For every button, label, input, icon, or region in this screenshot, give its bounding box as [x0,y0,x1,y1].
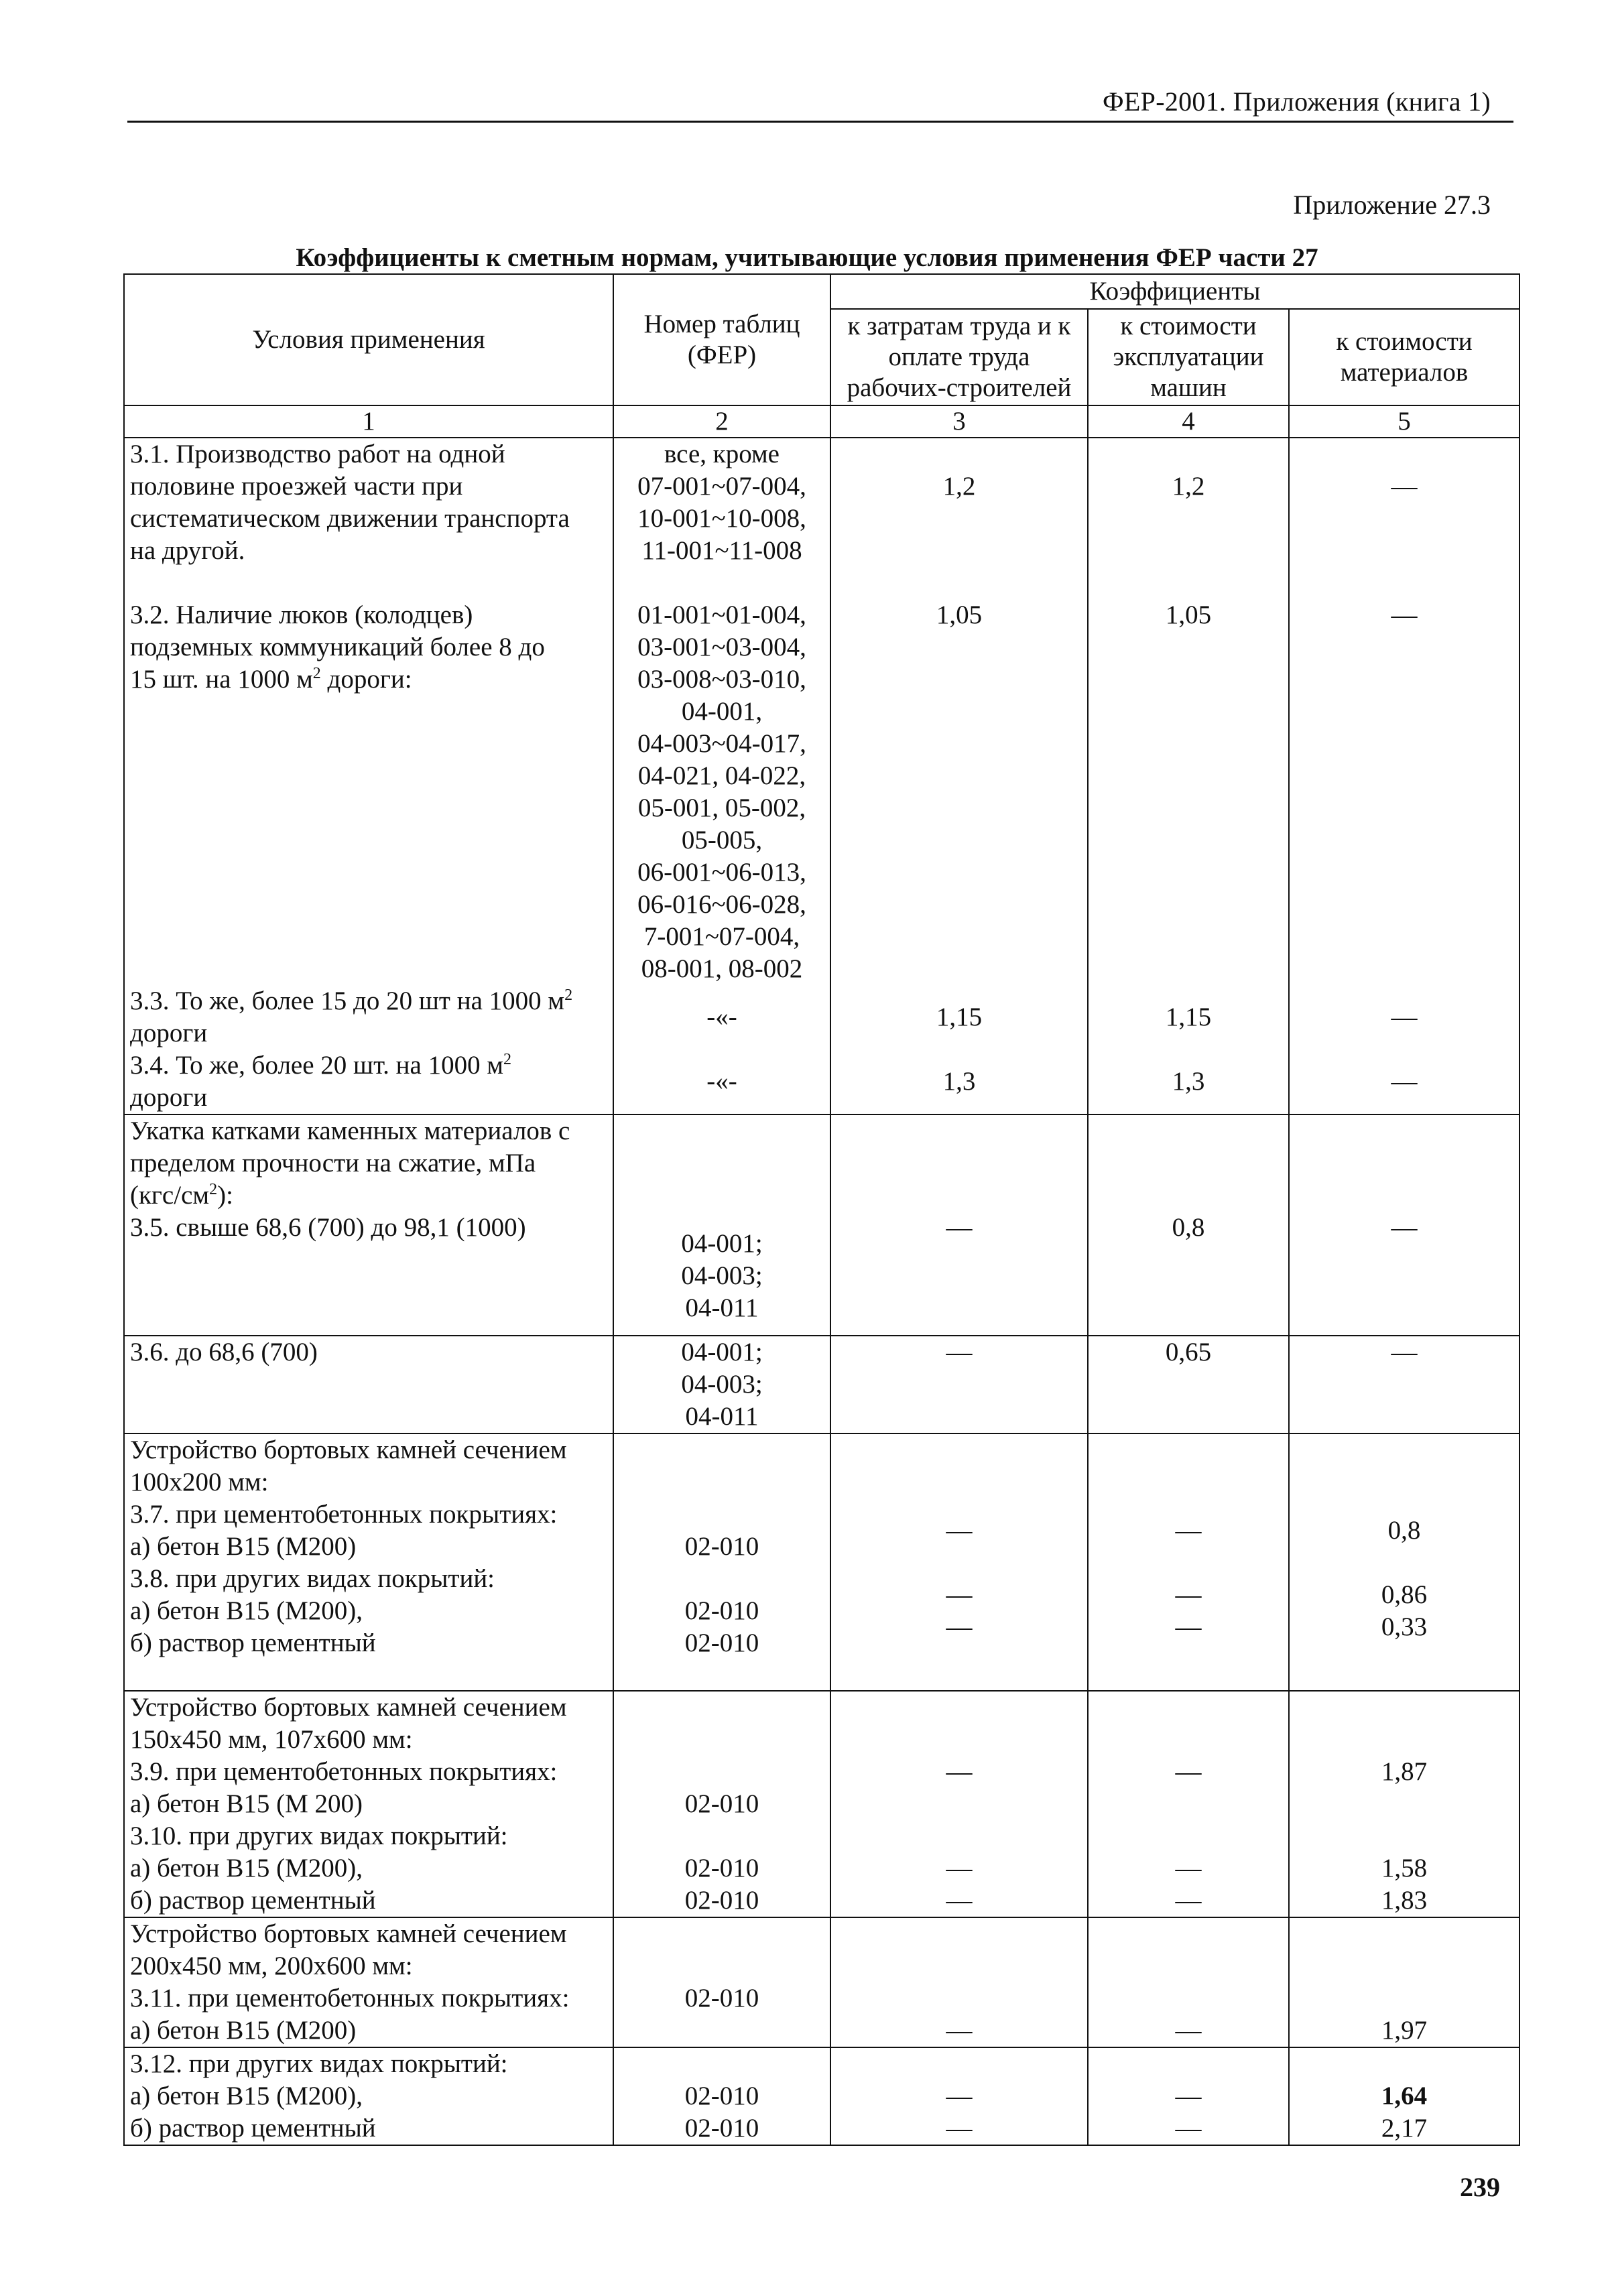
materials-coefficient: 1,97 [1289,1917,1519,2047]
condition-cell: 3.12. при других видах покрытий: а) бетон В15 (М200), б) раствор цементный [124,2047,613,2145]
machine-coefficient: — [1088,1917,1289,2047]
header-machines: к стоимости эксплуатации машин [1088,309,1289,405]
header-coefficients: Коэффициенты [830,274,1519,309]
tables-cell: 04-001; 04-003; 04-011 [613,1114,830,1336]
col-number: 2 [613,405,830,438]
materials-coefficient: — [1289,1114,1519,1336]
condition-cell: 3.6. до 68,6 (700) [124,1336,613,1433]
table-row [124,599,1519,985]
materials-coefficient: 1,64 2,17 [1289,2047,1519,2145]
col-number: 4 [1088,405,1289,438]
machine-coefficient: — — — [1088,1691,1289,1917]
table-title: Коэффициенты к сметным нормам, учитывающие условия применения ФЕР части 27 [296,243,1318,272]
tables-cell: -«- [613,1049,830,1114]
tables-cell: все, кроме 07-001~07-004, 10-001~10-008, 11-001~11-008 [613,438,830,567]
machine-coefficient: 1,3 [1088,1049,1289,1114]
machine-coefficient: — — — [1088,1433,1289,1691]
table-row [124,1917,1519,2047]
col-number: 3 [830,405,1088,438]
header-rule [127,121,1513,123]
table-row [124,1336,1519,1433]
table-row [124,438,1519,567]
table-row [124,2047,1519,2145]
materials-coefficient: 1,87 1,58 1,83 [1289,1691,1519,1917]
labor-coefficient: — — [830,2047,1088,2145]
table-row [124,1691,1519,1917]
condition-cell: Укатка катками каменных материалов с пределом прочности на сжатие, мПа $(кгс/см^2)$: 3.5. свыше 68,6 (700) до 98,1 (1000) [124,1114,613,1336]
materials-coefficient: — [1289,1049,1519,1114]
labor-coefficient: — — — [830,1691,1088,1917]
header-tables: Номер таблиц (ФЕР) [613,274,830,405]
running-header: ФЕР-2001. Приложения (книга 1) [1103,86,1491,117]
table-row [124,985,1519,1049]
table-row [124,1433,1519,1691]
machine-coefficient: 1,2 [1088,438,1289,567]
col-number: 5 [1289,405,1519,438]
header-conditions: Условия применения [124,274,613,405]
materials-coefficient: — [1289,438,1519,567]
labor-coefficient: — [830,1336,1088,1433]
condition-cell: Устройство бортовых камней сечением 100х200 мм: 3.7. при цементобетонных покрытиях: а) бетон В15 (М200) 3.8. при других видах покрытий: а) бетон В15 (М200), б) раствор цементный [124,1433,613,1691]
condition-cell: 3.4. То же, более 20 шт. на 1000 $м^2$ дороги [124,1049,613,1114]
header-materials: к стоимости материалов [1289,309,1519,405]
labor-coefficient: 1,3 [830,1049,1088,1114]
condition-cell: Устройство бортовых камней сечением 150х450 мм, 107х600 мм: 3.9. при цементобетонных покрытиях: а) бетон В15 (М 200) 3.10. при других видах покрытий: а) бетон В15 (М200), б) раствор цементный [124,1691,613,1917]
tables-cell: 01-001~01-004, 03-001~03-004, 03-008~03-010, 04-001, 04-003~04-017, 04-021, 04-022, 05-001, 05-002, 05-005, 06-001~06-013, 06-016~06-028, 7-001~07-004, 08-001, 08-002 [613,599,830,985]
table-row [124,1114,1519,1336]
materials-coefficient: — [1289,599,1519,985]
machine-coefficient: 0,65 [1088,1336,1289,1433]
labor-coefficient: — [830,1917,1088,2047]
labor-coefficient: 1,15 [830,985,1088,1049]
materials-coefficient: 0,8 0,86 0,33 [1289,1433,1519,1691]
labor-coefficient: — [830,1114,1088,1336]
machine-coefficient: 1,15 [1088,985,1289,1049]
labor-coefficient: — — — [830,1433,1088,1691]
tables-cell: 02-010 [613,1917,830,2047]
tables-cell: 04-001; 04-003; 04-011 [613,1336,830,1433]
header-labor: к затратам труда и к оплате труда рабочих-строителей [830,309,1088,405]
col-number: 1 [124,405,613,438]
machine-coefficient: — — [1088,2047,1289,2145]
coefficients-table [123,273,1520,2146]
tables-cell: -«- [613,985,830,1049]
labor-coefficient: 1,05 [830,599,1088,985]
materials-coefficient: — [1289,985,1519,1049]
table-row [124,1049,1519,1114]
condition-cell: 3.2. Наличие люков (колодцев) подземных коммуникаций более 8 до 15 шт. на 1000 $м^2$ дороги: [124,599,613,985]
materials-coefficient: — [1289,1336,1519,1433]
condition-cell: 3.3. То же, более 15 до 20 шт на 1000 $м^2$ дороги [124,985,613,1049]
machine-coefficient: 0,8 [1088,1114,1289,1336]
machine-coefficient: 1,05 [1088,599,1289,985]
condition-cell: Устройство бортовых камней сечением 200х450 мм, 200х600 мм: 3.11. при цементобетонных покрытиях: а) бетон В15 (М200) [124,1917,613,2047]
tables-cell: 02-010 02-010 [613,2047,830,2145]
labor-coefficient: 1,2 [830,438,1088,567]
tables-cell: 02-010 02-010 02-010 [613,1691,830,1917]
page-number: 239 [1460,2172,1500,2202]
tables-cell: 02-010 02-010 02-010 [613,1433,830,1691]
condition-cell: 3.1. Производство работ на одной половине проезжей части при систематическом движении транспорта на другой. [124,438,613,567]
appendix-label: Приложение 27.3 [1293,190,1491,220]
